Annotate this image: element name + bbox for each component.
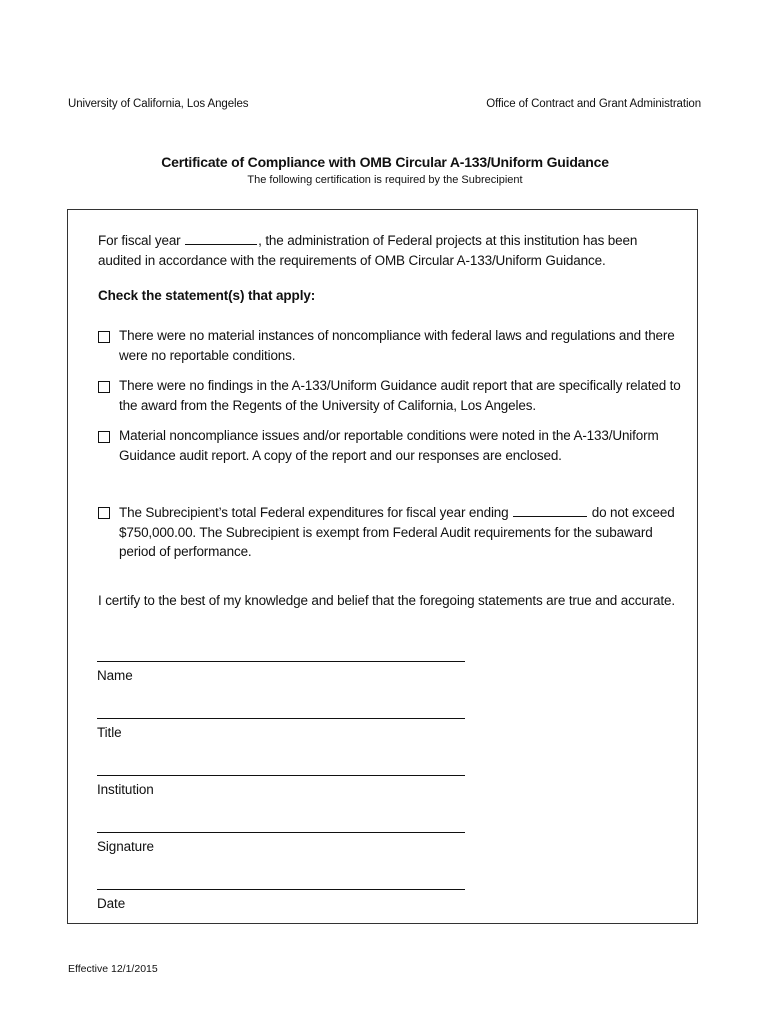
title-field bbox=[97, 718, 465, 740]
fiscal-year-text-after: , the administration of Federal projects at this institution has been audited in accordance with the requirements of OMB Circular A-133/Uniform Guidance. bbox=[98, 233, 638, 268]
document-subtitle: The following certification is required by the Subrecipient bbox=[247, 174, 523, 186]
statement-1-checkbox[interactable] bbox=[98, 331, 110, 343]
statement-3-checkbox[interactable] bbox=[98, 431, 110, 443]
date-field bbox=[97, 889, 465, 911]
fiscal-year-blank-field[interactable] bbox=[185, 230, 257, 245]
document-title: Certificate of Compliance with OMB Circular A-133/Uniform Guidance bbox=[161, 154, 609, 170]
title-input-line[interactable] bbox=[97, 718, 465, 719]
statement-material-noncompliance bbox=[98, 426, 683, 465]
institution-label: Institution bbox=[97, 782, 154, 797]
statement-expenditures-exempt bbox=[98, 502, 683, 562]
institution-input-line[interactable] bbox=[97, 775, 465, 776]
header-university: University of California, Los Angeles bbox=[68, 98, 249, 110]
name-label: Name bbox=[97, 668, 133, 683]
signature-field bbox=[97, 832, 465, 854]
fiscal-year-ending-blank-field[interactable] bbox=[513, 502, 587, 517]
header-office: Office of Contract and Grant Administration bbox=[486, 98, 701, 110]
fiscal-year-statement bbox=[98, 230, 678, 271]
name-field bbox=[97, 661, 465, 683]
statement-no-findings bbox=[98, 376, 683, 415]
signature-label: Signature bbox=[97, 839, 154, 854]
institution-field bbox=[97, 775, 465, 797]
statement-4-text-after: do not exceed $750,000.00. The Subrecipient is exempt from Federal Audit requirements for the subaward period of performance. bbox=[119, 505, 675, 559]
statement-2-checkbox[interactable] bbox=[98, 381, 110, 393]
statement-3-text: Material noncompliance issues and/or reportable conditions were noted in the A-133/Uniform Guidance audit report. A copy of the report and our responses are enclosed. bbox=[119, 428, 659, 463]
certification-statement: I certify to the best of my knowledge and belief that the foregoing statements are true and accurate. bbox=[98, 593, 675, 608]
effective-date-footer: Effective 12/1/2015 bbox=[68, 963, 158, 975]
date-input-line[interactable] bbox=[97, 889, 465, 890]
fiscal-year-text-before: For fiscal year bbox=[98, 233, 185, 248]
statement-4-text bbox=[119, 502, 683, 562]
title-label: Title bbox=[97, 725, 122, 740]
statement-2-text: There were no findings in the A-133/Uniform Guidance audit report that are specifically related to the award from the Regents of the University of California, Los Angeles. bbox=[119, 378, 681, 413]
statement-1-text: There were no material instances of noncompliance with federal laws and regulations and there were no reportable conditions. bbox=[119, 328, 675, 363]
signature-input-line[interactable] bbox=[97, 832, 465, 833]
date-label: Date bbox=[97, 896, 126, 911]
statement-no-noncompliance bbox=[98, 326, 683, 365]
name-input-line[interactable] bbox=[97, 661, 465, 662]
statement-4-text-before: The Subrecipient’s total Federal expenditures for fiscal year ending bbox=[119, 505, 513, 520]
certificate-box bbox=[67, 209, 698, 924]
check-statements-heading: Check the statement(s) that apply: bbox=[98, 288, 316, 303]
statement-4-checkbox[interactable] bbox=[98, 507, 110, 519]
